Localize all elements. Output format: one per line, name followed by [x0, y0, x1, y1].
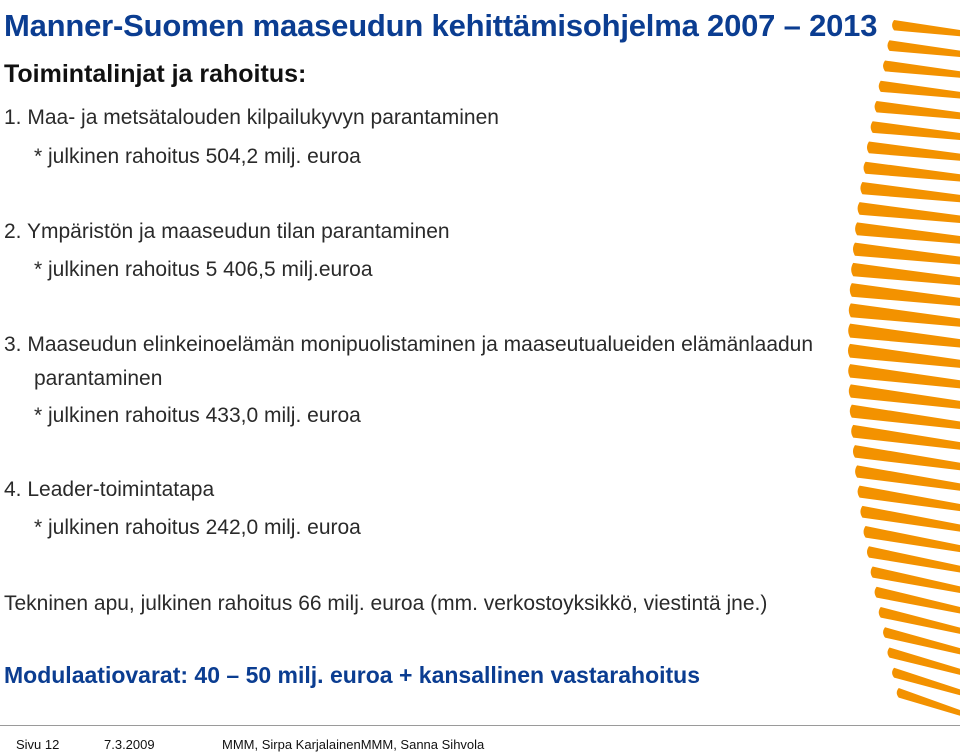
- logo-stroke: [867, 141, 960, 160]
- logo-stroke: [892, 20, 960, 36]
- logo-stroke: [848, 364, 960, 388]
- logo-stroke: [858, 202, 960, 223]
- footer-page-number: Sivu 12: [16, 737, 60, 752]
- logo-stroke: [853, 243, 960, 265]
- footer-date: 7.3.2009: [104, 737, 155, 752]
- item-2-heading: 2. Ympäristön ja maaseudun tilan parantaminen: [4, 220, 450, 243]
- logo-stroke: [848, 324, 960, 348]
- logo-stroke: [849, 384, 960, 408]
- logo-stroke: [850, 405, 960, 430]
- modulation-funds: Modulaatiovarat: 40 – 50 milj. euroa + kansallinen vastarahoitus: [4, 662, 701, 688]
- logo-stroke: [860, 506, 960, 532]
- logo-stroke: [855, 222, 960, 243]
- logo-stroke: [849, 303, 960, 326]
- item-3-heading-cont: parantaminen: [34, 367, 163, 390]
- logo-stroke: [883, 60, 960, 77]
- logo-stroke: [875, 101, 960, 119]
- logo-stroke: [864, 526, 960, 552]
- logo-stroke: [871, 121, 960, 140]
- footer-authors: MMM, Sirpa KarjalainenMMM, Sanna Sihvola: [222, 737, 485, 752]
- item-4-funding: * julkinen rahoitus 242,0 milj. euroa: [34, 516, 361, 539]
- logo-stroke: [860, 182, 960, 202]
- item-1-funding: * julkinen rahoitus 504,2 milj. euroa: [34, 145, 361, 168]
- item-3-heading: 3. Maaseudun elinkeinoelämän monipuolistaminen ja maaseutualueiden elämänlaadun: [4, 333, 814, 356]
- logo-stroke: [864, 162, 960, 182]
- logo-stroke: [853, 445, 960, 470]
- item-3-funding: * julkinen rahoitus 433,0 milj. euroa: [34, 404, 361, 427]
- logo-stroke: [879, 81, 960, 99]
- logo-stroke: [855, 465, 960, 490]
- orange-wing-logo-icon: [820, 0, 960, 730]
- logo-stroke: [858, 486, 960, 512]
- logo-stroke: [850, 283, 960, 306]
- slide-title: Manner-Suomen maaseudun kehittämisohjelma 2007 – 2013: [4, 8, 878, 43]
- item-4-heading: 4. Leader-toimintatapa: [4, 478, 215, 501]
- logo-stroke: [848, 344, 960, 368]
- logo-stroke: [851, 425, 960, 450]
- slide-subtitle: Toimintalinjat ja rahoitus:: [4, 60, 307, 88]
- technical-assistance: Tekninen apu, julkinen rahoitus 66 milj. euroa (mm. verkostoyksikkö, viestintä jne.): [4, 592, 768, 615]
- logo-stroke: [888, 40, 960, 57]
- footer-divider: [0, 725, 960, 726]
- logo-stroke: [851, 263, 960, 285]
- item-1-heading: 1. Maa- ja metsätalouden kilpailukyvyn parantaminen: [4, 106, 499, 129]
- item-2-funding: * julkinen rahoitus 5 406,5 milj.euroa: [34, 258, 373, 281]
